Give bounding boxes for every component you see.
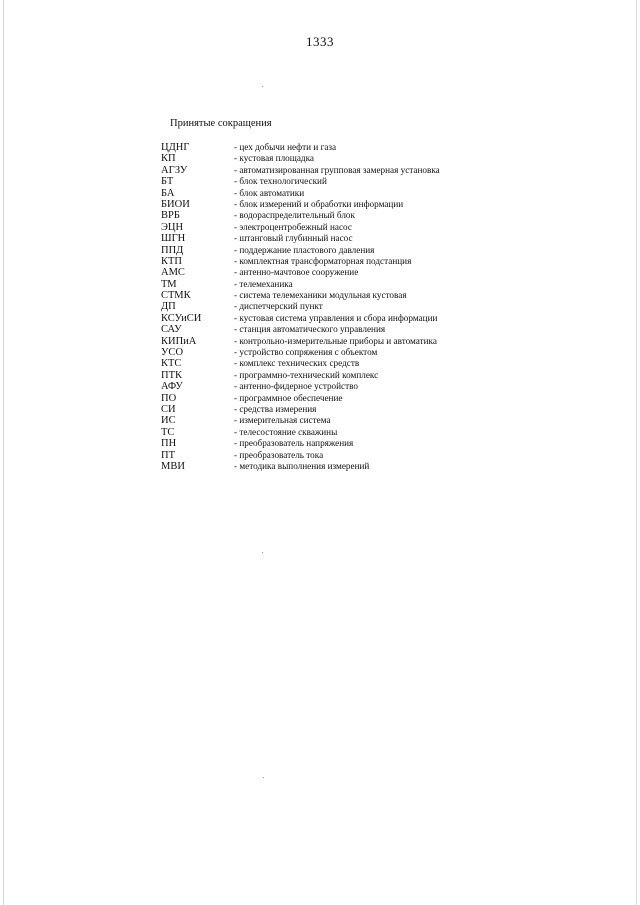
abbreviation-row [161, 381, 491, 392]
abbreviation-row [161, 427, 491, 438]
abbreviation-definition: - кустовая система управления и сбора информации [234, 312, 438, 323]
abbreviation-term: ИС [161, 415, 176, 427]
abbreviation-term: ППД [161, 244, 184, 256]
scan-speck [263, 777, 264, 778]
abbreviation-definition: - блок измерений и обработки информации [234, 198, 404, 209]
abbreviation-term: ТС [161, 426, 175, 438]
abbreviation-definition: - устройство сопряжения с объектом [234, 347, 378, 358]
abbreviation-row [161, 256, 491, 267]
abbreviation-row [161, 245, 491, 256]
abbreviation-term: ПТ [161, 449, 175, 461]
abbreviation-row [161, 290, 491, 301]
abbreviation-term: СИ [161, 403, 176, 415]
abbreviation-definition: - блок технологический [234, 176, 327, 187]
abbreviation-row [161, 188, 491, 199]
abbreviation-term: КИПиА [161, 335, 197, 347]
abbreviation-term: АГЗУ [161, 164, 188, 176]
abbreviation-row [161, 165, 491, 176]
abbreviation-term: САУ [161, 324, 182, 336]
abbreviation-term: АМС [161, 267, 185, 279]
abbreviation-row [161, 415, 491, 426]
abbreviation-row [161, 301, 491, 312]
abbreviation-row [161, 461, 491, 472]
abbreviation-row [161, 267, 491, 278]
abbreviation-definition: - комплекс технических средств [234, 358, 360, 369]
scan-edge-left [3, 0, 4, 905]
abbreviation-definition: - средства измерения [234, 403, 317, 414]
abbreviation-row [161, 142, 491, 153]
abbreviation-row [161, 176, 491, 187]
abbreviation-row [161, 279, 491, 290]
abbreviation-definition: - преобразователь тока [234, 449, 324, 460]
abbreviation-row [161, 358, 491, 369]
abbreviation-term: КТС [161, 358, 182, 370]
abbreviation-term: КТП [161, 255, 182, 267]
abbreviation-row [161, 233, 491, 244]
abbreviation-definition: - система телемеханики модульная кустовая [234, 290, 407, 301]
page-number: 1333 [306, 34, 334, 49]
abbreviation-definition: - кустовая площадка [234, 153, 314, 164]
abbreviation-term: ЭЦН [161, 221, 184, 233]
abbreviation-definition: - программно-технический комплекс [234, 369, 379, 380]
abbreviation-row [161, 210, 491, 221]
abbreviation-term: ПН [161, 438, 177, 450]
abbreviation-definition: - программное обеспечение [234, 392, 343, 403]
abbreviation-term: СТМК [161, 290, 191, 302]
abbreviation-term: ЦДНГ [161, 142, 190, 153]
abbreviation-row [161, 438, 491, 449]
abbreviation-term: ШГН [161, 233, 186, 245]
abbreviation-definition: - автоматизированная групповая замерная установка [234, 164, 440, 175]
abbreviation-definition: - станция автоматического управления [234, 324, 386, 335]
abbreviation-definition: - цех добычи нефти и газа [234, 142, 337, 152]
abbreviation-definition: - телемеханика [234, 278, 293, 289]
abbreviation-term: БТ [161, 176, 174, 188]
abbreviation-term: УСО [161, 347, 184, 359]
abbreviation-definition: - электроцентробежный насос [234, 221, 352, 232]
abbreviation-row [161, 324, 491, 335]
abbreviation-row [161, 336, 491, 347]
scan-speck [262, 552, 263, 553]
abbreviation-row [161, 393, 491, 404]
abbreviation-term: ДП [161, 301, 176, 313]
abbreviation-definition: - поддержание пластового давления [234, 244, 375, 255]
abbreviation-term: АФУ [161, 381, 183, 393]
scan-speck [262, 86, 263, 87]
abbreviation-row [161, 370, 491, 381]
scan-edge-right [636, 0, 637, 905]
abbreviation-definition: - преобразователь напряжения [234, 438, 354, 449]
abbreviation-row [161, 347, 491, 358]
abbreviation-definition: - водораспределительный блок [234, 210, 355, 221]
abbreviation-definition: - комплектная трансформаторная подстанция [234, 255, 412, 266]
abbreviation-row [161, 222, 491, 233]
abbreviation-term: БИОИ [161, 198, 190, 210]
abbreviation-term: ПО [161, 392, 177, 404]
abbreviation-row [161, 450, 491, 461]
abbreviation-row [161, 404, 491, 415]
abbreviation-definition: - антенно-фидерное устройство [234, 381, 359, 392]
section-title: Принятые сокращения [170, 118, 272, 129]
abbreviation-definition: - измерительная система [234, 415, 331, 426]
abbreviation-list [161, 142, 491, 472]
abbreviation-row [161, 199, 491, 210]
abbreviation-term: ПТК [161, 369, 182, 381]
abbreviation-definition: - контрольно-измерительные приборы и автоматика [234, 335, 437, 346]
abbreviation-term: КСУиСИ [161, 312, 202, 324]
abbreviation-row [161, 313, 491, 324]
abbreviation-definition: - диспетчерский пункт [234, 301, 323, 312]
abbreviation-definition: - штанговый глубинный насос [234, 233, 353, 244]
abbreviation-term: ВРБ [161, 210, 180, 222]
abbreviation-definition: - методика выполнения измерений [234, 460, 370, 471]
abbreviation-term: МВИ [161, 460, 185, 472]
abbreviation-term: ТМ [161, 278, 177, 290]
abbreviation-definition: - блок автоматики [234, 187, 305, 198]
abbreviation-definition: - телесостояние скважины [234, 426, 338, 437]
abbreviation-term: БА [161, 187, 175, 199]
abbreviation-row [161, 153, 491, 164]
abbreviation-definition: - антенно-мачтовое сооружение [234, 267, 359, 278]
abbreviation-term: КП [161, 153, 176, 165]
